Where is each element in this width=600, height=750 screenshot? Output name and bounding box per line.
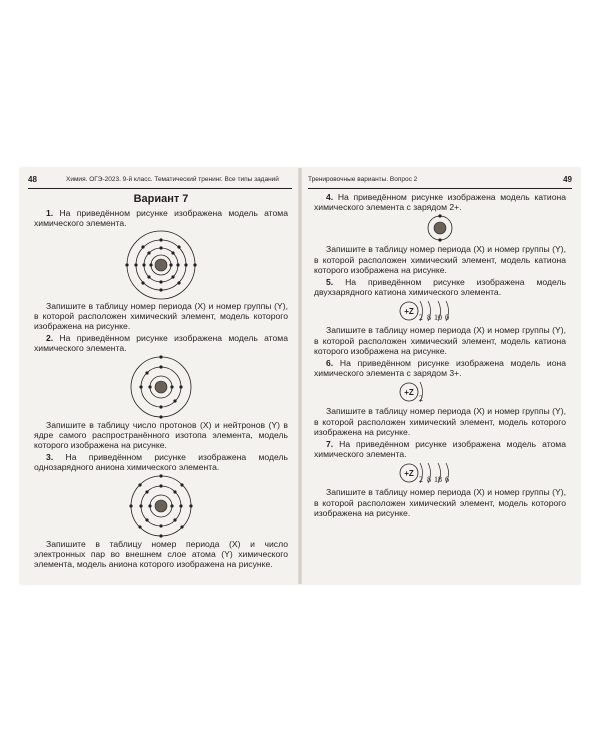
shell-electron-count: 2 <box>419 394 423 404</box>
shell-electron-count: 18 <box>434 475 442 485</box>
nucleus <box>155 381 167 393</box>
page-number: 49 <box>563 175 572 184</box>
page-number: 48 <box>28 175 37 184</box>
shell-electron-count: 6 <box>445 475 449 485</box>
shell-scheme-4 <box>398 460 460 486</box>
nucleus <box>155 259 167 271</box>
book-spread <box>20 168 580 584</box>
header-title: Химия. ОГЭ-2023. 9-й класс. Тематический тренинг. Все типы заданий <box>66 176 279 183</box>
running-header <box>308 174 572 189</box>
question-number: 1. <box>46 208 54 219</box>
shell-electron-count: 2 <box>419 313 423 323</box>
question-text: На приведённом рисунке изображена модель катиона химического элемента с зарядом 2+. <box>314 192 566 213</box>
left-page <box>20 168 300 584</box>
question-3 <box>34 452 288 569</box>
right-page <box>300 168 580 584</box>
shell-scheme-1 <box>398 379 434 405</box>
page-content <box>34 192 288 571</box>
question-task: Запишите в таблицу число протонов (X) и нейтронов (Y) в ядре самого распространённого изотопа элемента, модель которого изображена на рисунке. <box>34 419 288 451</box>
question-number: 4. <box>326 192 334 202</box>
atom-model-figure <box>34 229 288 301</box>
shell-electron-count: 8 <box>427 475 431 485</box>
nucleus <box>434 222 446 234</box>
question-number: 7. <box>326 439 334 450</box>
question-number: 2. <box>46 333 54 344</box>
question-text: На приведённом рисунке изображена модель атома химического элемента. <box>314 439 566 460</box>
nucleus <box>155 500 167 512</box>
question-text: На приведённом рисунке изображена модель атома химического элемента. <box>34 208 288 229</box>
atom-model-3-shells <box>126 354 196 420</box>
shell-electron-count: 8 <box>427 313 431 323</box>
question-6 <box>314 358 566 437</box>
atom-model-4-shells <box>116 229 206 301</box>
nucleus-charge-label: +Z <box>404 469 414 479</box>
shell-electron-count: 0 <box>445 313 449 323</box>
nucleus-charge-label: +Z <box>404 388 414 398</box>
electron-formula <box>314 378 566 406</box>
question-text: На приведённом рисунке изображена модель однозарядного аниона химического элемента. <box>34 452 288 473</box>
question-text: На приведённом рисунке изображена модель атома химического элемента. <box>34 333 288 354</box>
question-text: На приведённом рисунке изображена модель двухзарядного катиона химического элемента. <box>314 277 566 298</box>
cation-model-1-shell <box>423 212 457 244</box>
question-number: 3. <box>46 452 54 463</box>
question-task: Запишите в таблицу номер периода (X) и номер группы (Y), в которой расположен химический элемент, модель катиона которого изображена на рисунке. <box>314 244 566 275</box>
question-4 <box>314 192 566 275</box>
anion-model-3-shells <box>126 473 196 539</box>
question-task: Запишите в таблицу номер периода (X) и номер группы (Y), в которой расположен химический элемент, модель которого изображена на рисунке. <box>314 487 566 518</box>
question-2 <box>34 333 288 450</box>
question-task: Запишите в таблицу номер периода (X) и номер группы (Y), в которой расположен химический элемент, модель которого изображена на рисунке. <box>314 406 566 437</box>
shell-electron-count: 2 <box>419 475 423 485</box>
page-content <box>314 192 566 520</box>
atom-model-figure <box>34 354 288 420</box>
question-number: 5. <box>326 277 334 288</box>
shell-scheme-4 <box>398 298 460 324</box>
atom-model-figure <box>34 473 288 539</box>
question-1 <box>34 208 288 331</box>
question-task: Запишите в таблицу номер периода (X) и число электронных пар во внешнем слое атома (Y) химического элемента, модель аниона которого изображена на рисунке. <box>34 538 288 570</box>
question-text: На приведённом рисунке изображена модель иона химического элемента с зарядом 3+. <box>314 358 566 379</box>
running-header <box>28 174 292 189</box>
question-task: Запишите в таблицу номер периода (X) и номер группы (Y), в которой расположен химический элемент, модель катиона которого изображена на рисунке. <box>314 325 566 356</box>
variant-title: Вариант 7 <box>133 193 189 205</box>
question-5 <box>314 277 566 356</box>
shell-electron-count: 10 <box>434 313 442 323</box>
electron-formula <box>314 459 566 487</box>
cation-model-figure <box>314 212 566 244</box>
header-title: Тренировочные варианты. Вопрос 2 <box>308 176 418 183</box>
nucleus-charge-label: +Z <box>404 307 414 317</box>
question-7 <box>314 439 566 518</box>
question-number: 6. <box>326 358 334 369</box>
electron-formula <box>314 297 566 325</box>
question-task: Запишите в таблицу номер периода (X) и номер группы (Y), в которой расположен химический элемент, модель которого изображена на рисунке. <box>34 300 288 332</box>
